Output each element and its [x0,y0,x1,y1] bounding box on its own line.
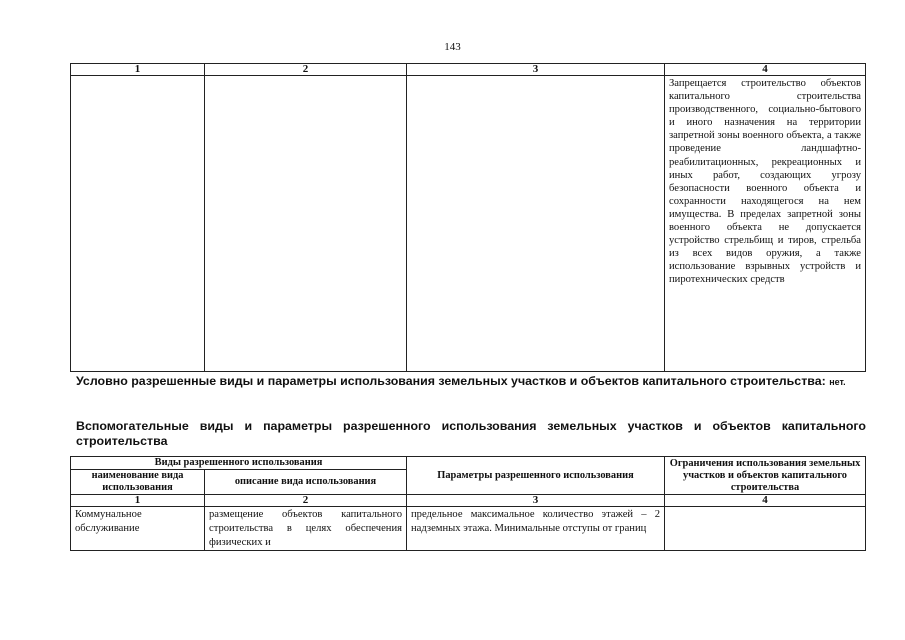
conditional-uses-title: Условно разрешенные виды и параметры использования земельных участков и объектов капитального строительства: [76,374,826,388]
column-number: 4 [665,495,866,507]
restrictions-table-continued [70,63,866,372]
column-number: 1 [71,495,205,507]
column-number-row [71,495,866,507]
description-header: описание вида использования [205,470,407,495]
conditional-uses-heading [76,374,866,390]
column-number: 3 [407,495,665,507]
column-number: 2 [205,64,407,76]
empty-cell [71,76,205,372]
use-name-cell: Коммунальное обслуживание [71,507,205,551]
restrictions-header: Ограничения использования земельных участков и объектов капитального строительства [665,457,866,495]
column-number-row [71,64,866,76]
types-group-header: Виды разрешенного использования [71,457,407,470]
table-row [71,76,866,372]
column-number: 3 [407,64,665,76]
name-header: наименование вида использования [71,470,205,495]
params-header: Параметры разрешенного использования [407,457,665,495]
column-number: 4 [665,64,866,76]
column-number: 1 [71,64,205,76]
page-number: 143 [444,41,461,53]
auxiliary-uses-table [70,456,866,551]
auxiliary-uses-heading: Вспомогательные виды и параметры разрешенного использования земельных участков и объектов капитального строительства [76,419,866,448]
header-row [71,457,866,470]
column-number: 2 [205,495,407,507]
conditional-uses-value: нет. [829,377,846,387]
use-description-cell: размещение объектов капитального строительства в целях обеспечения физических и [205,507,407,551]
use-restrictions-cell [665,507,866,551]
empty-cell [407,76,665,372]
use-params-cell: предельное максимальное количество этажей – 2 надземных этажа. Минимальные отступы от границ [407,507,665,551]
empty-cell [205,76,407,372]
restrictions-cell: Запрещается строительство объектов капитального строительства производственного, социально-бытового и иного назначения на территории запретной зоны военного объекта, а также проведение ландшафтно-реабилитационных, рекреационных и иных работ, создающих угрозу безопасности военного объекта и сохранности находящегося на нем имущества. В пределах запретной зоны военного объекта не допускается устройство стрельбищ и тиров, стрельба из всех видов оружия, а также использование взрывных устройств и пиротехнических средств [665,76,866,372]
table-row [71,507,866,551]
